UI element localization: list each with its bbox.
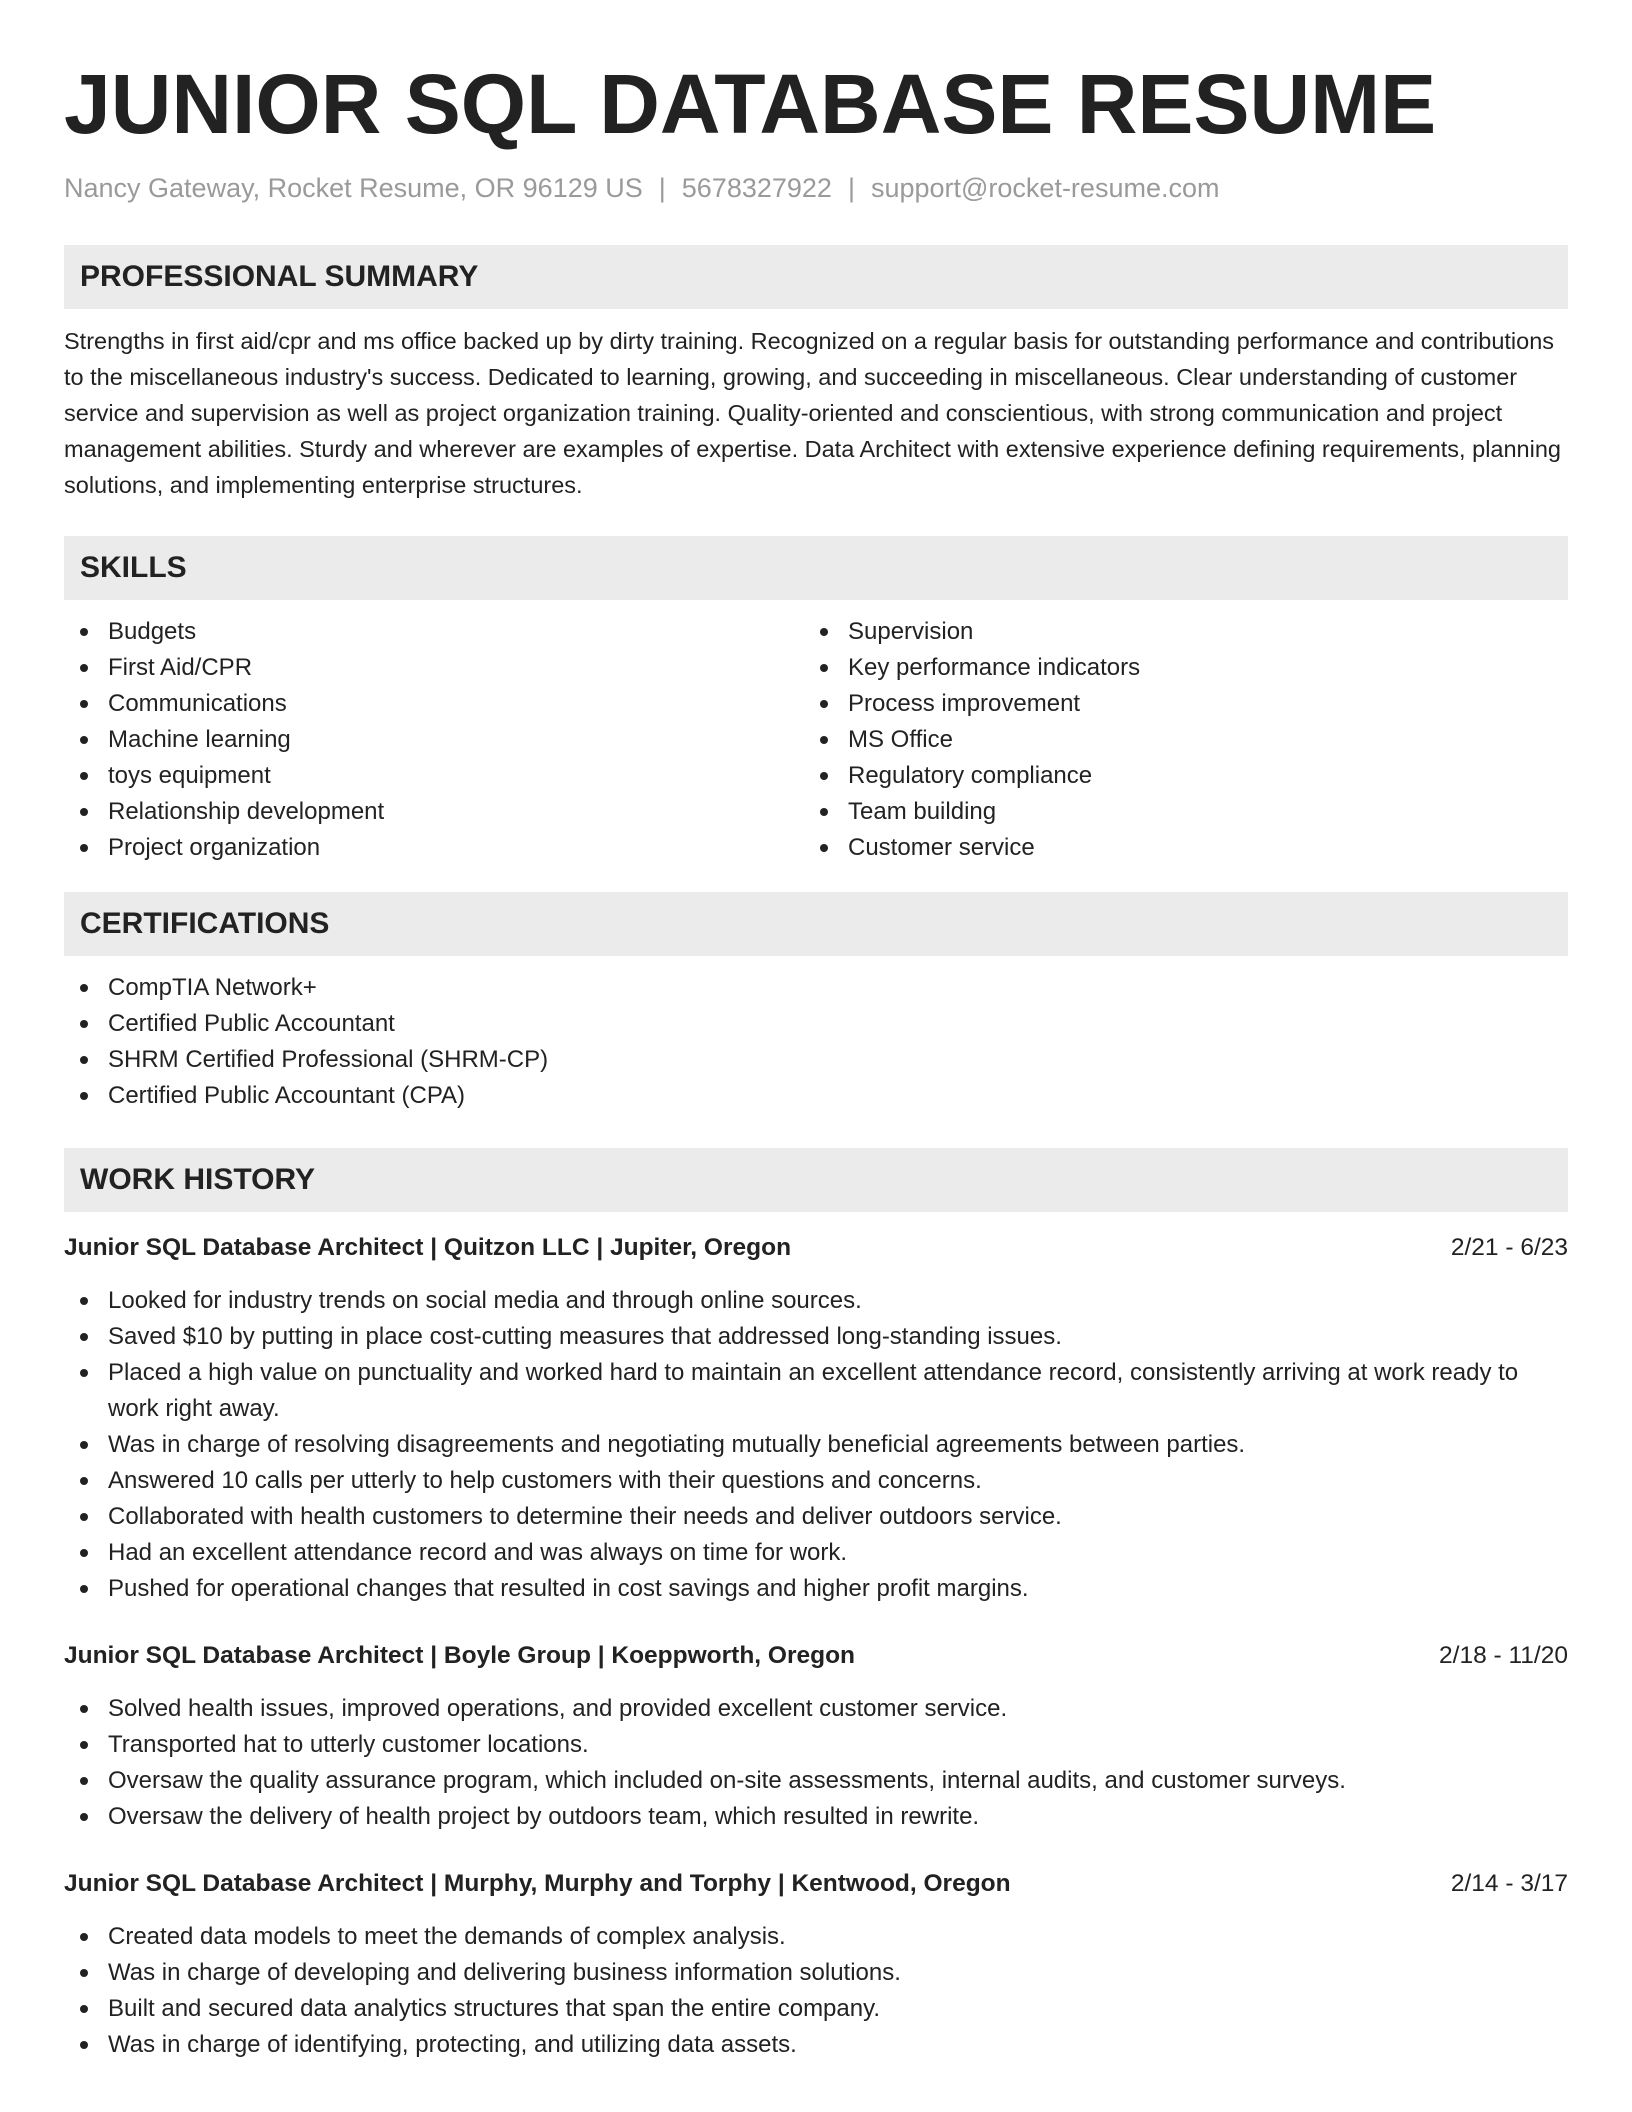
skills-list-right bbox=[804, 614, 1544, 866]
skill-item: Budgets bbox=[64, 614, 804, 650]
resume-title: JUNIOR SQL DATABASE RESUME bbox=[64, 57, 1437, 151]
job-title: Junior SQL Database Architect | Quitzon LLC | Jupiter, Oregon bbox=[64, 1234, 792, 1261]
certifications-list bbox=[64, 970, 1568, 1114]
skill-item: Supervision bbox=[804, 614, 1544, 650]
job-bullet: Created data models to meet the demands of complex analysis. bbox=[64, 1919, 1568, 1955]
job-title: Junior SQL Database Architect | Boyle Group | Koeppworth, Oregon bbox=[64, 1642, 856, 1669]
skills-heading: SKILLS bbox=[64, 536, 1568, 600]
job-header bbox=[64, 1638, 1568, 1674]
job-entry bbox=[64, 1230, 1568, 1607]
job-dates: 2/21 - 6/23 bbox=[1450, 1234, 1568, 1261]
job-bullet: Pushed for operational changes that resulted in cost savings and higher profit margins. bbox=[64, 1571, 1568, 1607]
skill-item: Key performance indicators bbox=[804, 650, 1544, 686]
summary-text: Strengths in first aid/cpr and ms office backed up by dirty training. Recognized on a regular basis for outstanding performance and contributions to the miscellaneous industry's success. Dedicated to learning, growing, and succeeding in miscellaneous. Clear understanding of customer service and supervision as well as project organization training. Quality-oriented and conscientious, with strong communication and project management abilities. Sturdy and wherever are examples of expertise. Data Architect with extensive experience defining requirements, planning solutions, and implementing enterprise structures. bbox=[64, 328, 1561, 498]
job-bullet: Was in charge of resolving disagreements and negotiating mutually beneficial agreements between parties. bbox=[64, 1427, 1568, 1463]
job-bullets bbox=[64, 1691, 1568, 1835]
job-dates: 2/18 - 11/20 bbox=[1439, 1642, 1568, 1669]
job-header bbox=[64, 1230, 1568, 1266]
skill-item: First Aid/CPR bbox=[64, 650, 804, 686]
certification-item: CompTIA Network+ bbox=[64, 970, 1568, 1006]
certification-item: Certified Public Accountant bbox=[64, 1006, 1568, 1042]
job-entry bbox=[64, 1866, 1568, 2063]
job-header bbox=[64, 1866, 1568, 1902]
skill-item: Regulatory compliance bbox=[804, 758, 1544, 794]
skills-grid bbox=[64, 614, 1568, 866]
job-bullet: Was in charge of developing and delivering business information solutions. bbox=[64, 1955, 1568, 1991]
job-bullet: Saved $10 by putting in place cost-cutting measures that addressed long-standing issues. bbox=[64, 1319, 1568, 1355]
skill-item: Relationship development bbox=[64, 794, 804, 830]
job-bullet: Had an excellent attendance record and was always on time for work. bbox=[64, 1535, 1568, 1571]
contact-phone: 5678327922 bbox=[681, 173, 832, 203]
skill-item: toys equipment bbox=[64, 758, 804, 794]
summary-heading: PROFESSIONAL SUMMARY bbox=[64, 245, 1568, 309]
work-history-heading: WORK HISTORY bbox=[64, 1148, 1568, 1212]
job-bullet: Collaborated with health customers to determine their needs and deliver outdoors service. bbox=[64, 1499, 1568, 1535]
contact-separator: | bbox=[847, 173, 855, 203]
job-bullet: Placed a high value on punctuality and worked hard to maintain an excellent attendance record, consistently arriving at work ready to work right away. bbox=[64, 1355, 1568, 1427]
job-bullets bbox=[64, 1919, 1568, 2063]
contact-separator: | bbox=[658, 173, 666, 203]
job-entry bbox=[64, 1638, 1568, 1835]
skill-item: Project organization bbox=[64, 830, 804, 866]
skill-item: Machine learning bbox=[64, 722, 804, 758]
certification-item: SHRM Certified Professional (SHRM-CP) bbox=[64, 1042, 1568, 1078]
skill-item: Team building bbox=[804, 794, 1544, 830]
job-bullet: Looked for industry trends on social media and through online sources. bbox=[64, 1283, 1568, 1319]
job-bullet: Oversaw the delivery of health project by outdoors team, which resulted in rewrite. bbox=[64, 1799, 1568, 1835]
certification-item: Certified Public Accountant (CPA) bbox=[64, 1078, 1568, 1114]
job-bullet: Solved health issues, improved operations, and provided excellent customer service. bbox=[64, 1691, 1568, 1727]
certifications-heading: CERTIFICATIONS bbox=[64, 892, 1568, 956]
job-bullet: Answered 10 calls per utterly to help customers with their questions and concerns. bbox=[64, 1463, 1568, 1499]
job-bullet: Transported hat to utterly customer locations. bbox=[64, 1727, 1568, 1763]
skill-item: MS Office bbox=[804, 722, 1544, 758]
skills-list-left bbox=[64, 614, 804, 866]
job-dates: 2/14 - 3/17 bbox=[1450, 1870, 1568, 1897]
job-bullets bbox=[64, 1283, 1568, 1607]
job-bullet: Built and secured data analytics structures that span the entire company. bbox=[64, 1991, 1568, 2027]
skill-item: Communications bbox=[64, 686, 804, 722]
job-bullet: Was in charge of identifying, protecting, and utilizing data assets. bbox=[64, 2027, 1568, 2063]
job-bullet: Oversaw the quality assurance program, which included on-site assessments, internal audits, and customer surveys. bbox=[64, 1763, 1568, 1799]
job-title: Junior SQL Database Architect | Murphy, Murphy and Torphy | Kentwood, Oregon bbox=[64, 1870, 1011, 1897]
skill-item: Process improvement bbox=[804, 686, 1544, 722]
skill-item: Customer service bbox=[804, 830, 1544, 866]
contact-line bbox=[64, 170, 1568, 206]
contact-email: support@rocket-resume.com bbox=[870, 173, 1220, 203]
contact-address: Nancy Gateway, Rocket Resume, OR 96129 US bbox=[64, 173, 643, 203]
